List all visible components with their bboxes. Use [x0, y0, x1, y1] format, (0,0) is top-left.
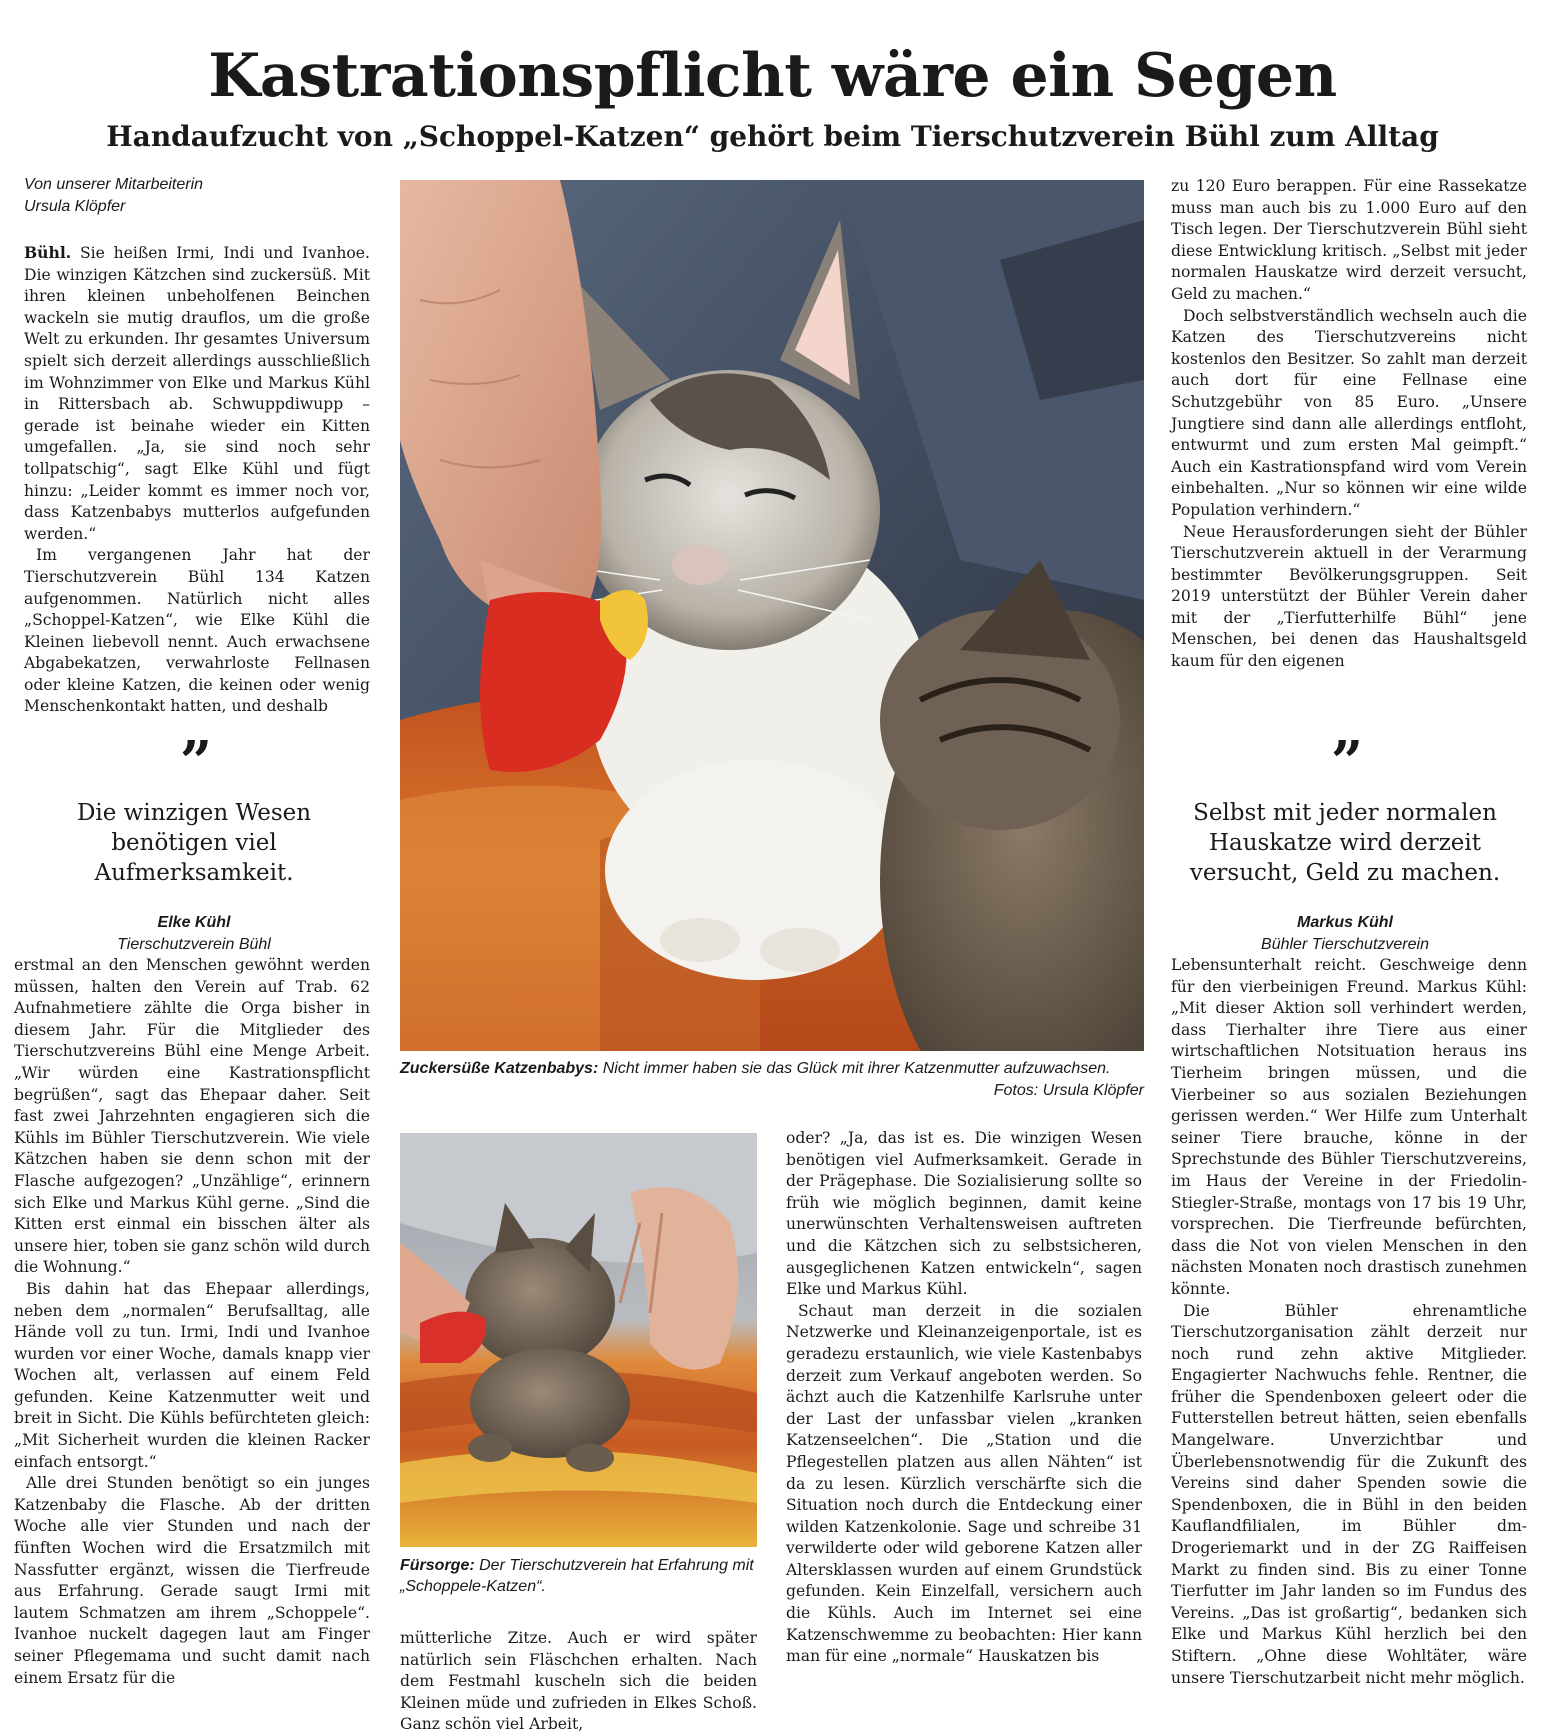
paragraph: Alle drei Stunden benötigt so ein junges Katzenbaby die Flasche. Ab der dritten Woche alle vier Stunden und nach der fünften Wochen wird die Ersatzmilch mit Nassfutter ergänzt, wissen die Tierfreude aus Erfahrung. Gerade saugt Irmi mit lautem Schmatzen am ihrem „Schoppele“. Ivanhoe nuckelt dagegen laut am Finger seiner Pflegemama und sucht damit nach einem Ersatz für die [14, 1474, 370, 1687]
caption-lead: Fürsorge: [400, 1557, 475, 1574]
column-4-top [1171, 176, 1527, 673]
headline: Kastrationspflicht wäre ein Segen [208, 41, 1337, 111]
quote-author: Elke Kühl [157, 914, 231, 931]
quote-author-role: Tierschutzverein Bühl [117, 936, 271, 953]
paragraph: Lebensunterhalt reicht. Geschweige denn für den vierbeinigen Freund. Markus Kühl: „Mit dieser Aktion soll verhindert werden, dass Tierhalter ihre Tiere aus einer wirtschaftlichen Notsituation heraus ins Tierheim bringen müssen, und die Vierbeiner so aus sozialen Beziehungen gerissen werden.“ Wer Hilfe zum Unterhalt seiner Tiere brauche, könne in der Sprechstunde des Bühler Tierschutzvereins, im Haus der Vereine in der Friedolin-Stiegler-Straße, montags von 17 bis 19 Uhr, vorsprechen. Die Tierfreunde befürchten, dass die Not von vielen Menschen in den nächsten Monaten noch drastisch zunehmen könnte. [1171, 956, 1527, 1298]
paragraph: erstmal an den Menschen gewöhnt werden müssen, halten den Verein auf Trab. 62 Aufnahmetiere zählte die Orga bisher in diesem Jahr. Für die Mitglieder des Tierschutzvereins Bühl eine Menge Arbeit. „Wir würden eine Kastrationspflicht begrüßen“, sagt das Ehepaar daher. Seit fast zwei Jahrzehnten engagieren sich die Kühls im Bühler Tierschutzverein. Wie viele Kätzchen haben sie denn schon mit der Flasche aufgezogen? „Unzählige“, erinnern sich Elke und Markus Kühl gerne. „Sind die Kitten erst einmal ein bisschen älter als unsere hier, toben sie ganz schön wild durch die Wohnung.“ [14, 956, 370, 1277]
kitten-feeding-image [400, 180, 1144, 1051]
subheadline: Handaufzucht von „Schoppel-Katzen“ gehört beim Tierschutzverein Bühl zum Alltag [106, 120, 1439, 153]
pull-quote-left [14, 729, 374, 956]
column-1-top [24, 242, 370, 718]
byline-name: Ursula Klöpfer [24, 198, 126, 215]
column-3 [786, 1128, 1142, 1668]
quote-mark-icon: ” [1330, 729, 1360, 795]
caption-text: Der Tierschutzverein hat Erfahrung mit „Schoppele-Katzen“. [400, 1557, 754, 1595]
photo-small-caption [400, 1555, 757, 1597]
quote-author: Markus Kühl [1296, 914, 1393, 931]
paragraph: zu 120 Euro berappen. Für eine Rassekatze muss man auch bis zu 1.000 Euro auf den Tisch legen. Der Tierschutzverein Bühl sieht diese Entwicklung kritisch. „Selbst mit jeder normalen Hauskatze wird derzeit versucht, Geld zu machen.“ [1171, 177, 1527, 303]
byline [24, 174, 344, 218]
photo-main-caption [400, 1058, 1144, 1079]
column-1-bottom [14, 955, 370, 1689]
paragraph: Im vergangenen Jahr hat der Tierschutzverein Bühl 134 Katzen aufgenommen. Natürlich nicht alles „Schoppel-Katzen“, wie Elke Kühl die Kleinen liebevoll nennt. Auch erwachsene Abgabekatzen, verwahrloste Fellnasen oder kleine Katzen, die keinen oder wenig Menschenkontakt hatten, und deshalb [24, 546, 370, 716]
kitten-bottle-image [400, 1133, 757, 1547]
photo-main-kittens [400, 180, 1144, 1051]
paragraph: mütterliche Zitze. Auch er wird später natürlich sein Fläschchen erhalten. Nach dem Festmahl kuscheln sich die beiden Kleinen müde und zufrieden in Elkes Schoß. Ganz schön viel Arbeit, [400, 1629, 757, 1734]
paragraph: Bühl. Sie heißen Irmi, Indi und Ivanhoe. Die winzigen Kätzchen sind zuckersüß. Mit ihren kleinen unbeholfenen Beinchen wackeln sie mutig drauflos, um die große Welt zu erkunden. Ihr gesamtes Universum spielt sich derzeit allerdings ausschließlich im Wohnzimmer von Elke und Markus Kühl in Rittersbach ab. Schwuppdiwupp – gerade ist beinahe wieder ein Kitten umgefallen. „Ja, sie sind noch sehr tollpatschig“, sagt Elke Kühl und fügt hinzu: „Leider kommt es immer noch vor, dass Katzenbabys mutterlos aufgefunden werden.“ [24, 243, 370, 543]
dateline: Bühl. [24, 243, 72, 262]
paragraph: Die Bühler ehrenamtliche Tierschutzorganisation zählt derzeit nur noch rund zehn aktive Mitglieder. Engagierter Nachwuchs fehle. Rentner, die früher die Spendenboxen geleert oder die Futterstellen betreut hätten, seien ebenfalls Mangelware. Unverzichtbar und Überlebensnotwendig für die Zukunft des Vereins sind daher Spenden sowie die Spendenboxen, die in Bühl in den beiden Kauflandfilialen, im Bühler dm-Drogeriemarkt und in der ZG Raiffeisen Markt zu finden sind. Bis zu einer Tonne Tierfutter im Jahr landen so im Fundus des Vereins. „Das ist großartig“, bedanken sich Elke und Markus Kühl herzlich bei den Stiftern. „Ohne diese Wohltäter, wäre unsere Tierschutzarbeit nicht mehr möglich. [1171, 1301, 1527, 1687]
paragraph: Doch selbstverständlich wechseln auch die Katzen des Tierschutzvereins nicht kostenlos den Besitzer. So zahlt man derzeit auch dort für eine Fellnase eine Schutzgebühr von 85 Euro. „Unsere Jungtiere sind dann alle allerdings entfloht, entwurmt und zum ersten Mal geimpft.“ Auch ein Kastrationspfand wird vom Verein einbehalten. „Nur so können wir eine wilde Population verhindern.“ [1171, 306, 1527, 519]
caption-text: Nicht immer haben sie das Glück mit ihrer Katzenmutter aufzuwachsen. [598, 1060, 1111, 1077]
quote-text: Selbst mit jeder normalen Hauskatze wird derzeit versucht, Geld zu machen. [1189, 800, 1501, 886]
quote-mark-icon: ” [179, 729, 209, 795]
byline-role: Von unserer Mitarbeiterin [24, 176, 204, 193]
paragraph: Schaut man derzeit in die sozialen Netzwerke und Kleinanzeigenportale, ist es geradezu erstaunlich, wie viele Kastenbabys derzeit zum Verkauf angeboten werden. So ächzt auch die Katzenhilfe Karlsruhe unter der Last der unfassbar vielen „kranken Katzenseelchen“. Die „Station und die Pflegestellen platzen aus allen Nähten“ ist da zu lesen. Kürzlich verschärfte sich die Situation noch durch die Entdeckung einer wilden Katzenkolonie. Sage und schreibe 31 verwilderte oder wild geborene Katzen aller Altersklassen wurden auf einem Grundstück gefunden. Kein Einzelfall, versichern auch die Kühls. Auch im Internet sei eine Katzenschwemme zu beobachten: Hier kann man für eine „normale“ Hauskatzen bis [786, 1301, 1142, 1666]
pull-quote-right [1165, 729, 1525, 956]
photo-small-kitten [400, 1133, 757, 1547]
quote-author-role: Bühler Tierschutzverein [1261, 936, 1429, 953]
paragraph: Bis dahin hat das Ehepaar allerdings, neben dem „normalen“ Berufsalltag, alle Hände voll zu tun. Irmi, Indi und Ivanhoe wurden vor einer Woche, damals knapp vier Wochen alt, verlassen auf einem Feld gefunden. Keine Katzenmutter weit und breit in Sicht. Die Kühls befürchteten gleich: „Mit Sicherheit wurden die kleinen Racker einfach entsorgt.“ [14, 1279, 370, 1471]
quote-text: Die winzigen Wesen benötigen viel Aufmerksamkeit. [76, 800, 312, 886]
paragraph: oder? „Ja, das ist es. Die winzigen Wesen benötigen viel Aufmerksamkeit. Gerade in der Prägephase. Die Sozialisierung sollte so früh wie möglich beginnen, damit keine unerwünschten Verhaltensweisen auftreten und die Kätzchen sich zu selbstsicheren, ausgeglichenen Katzen entwickeln“, sagen Elke und Markus Kühl. [786, 1129, 1142, 1299]
column-4-bottom [1171, 955, 1527, 1689]
paragraph: Neue Herausforderungen sieht der Bühler Tierschutzverein aktuell in der Verarmung bestimmter Bevölkerungsgruppen. Seit 2019 unterstützt der Bühler Verein daher mit der „Tierfutterhilfe Bühl“ jene Menschen, bei denen das Haushaltsgeld kaum für den eigenen [1171, 522, 1527, 671]
caption-lead: Zuckersüße Katzenbabys: [400, 1060, 599, 1077]
photo-credit: Fotos: Ursula Klöpfer [993, 1082, 1144, 1099]
column-2-bottom [400, 1628, 757, 1734]
